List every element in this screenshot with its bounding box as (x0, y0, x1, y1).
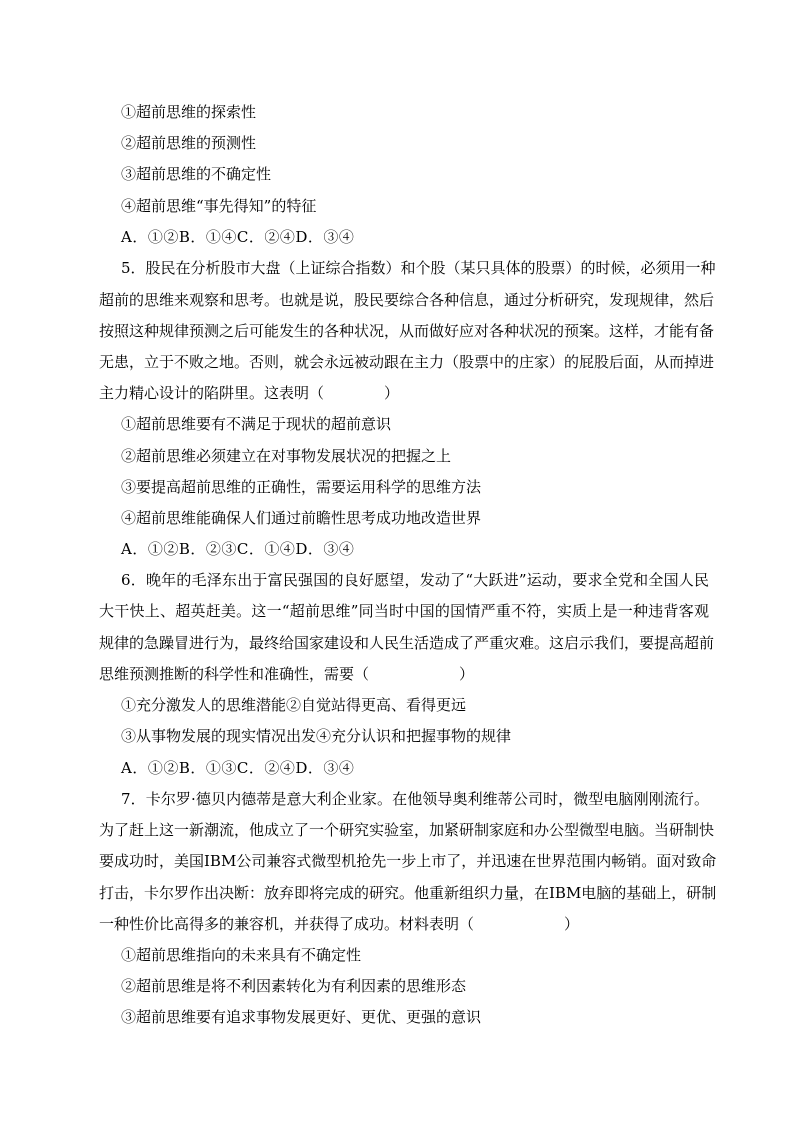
q7-text-line-1: 7．卡尔罗·德贝内德蒂是意大利企业家。在他领导奥利维蒂公司时，微型电脑刚刚流行。 (121, 790, 709, 808)
q4-option-3: ③超前思维的不确定性 (121, 165, 272, 183)
q6-options-1-2: ①充分激发人的思维潜能②自觉站得更高、看得更远 (121, 696, 467, 714)
q4-option-4: ④超前思维“事先得知”的特征 (121, 197, 317, 215)
q4-answer-choices: A．①②B．①④C．②④D．③④ (121, 228, 355, 246)
q7-text-line-4: 打击，卡尔罗作出决断：放弃即将完成的研究。他重新组织力量，在IBM电脑的基础上，研制 (99, 884, 717, 902)
q7-text-line-2: 为了赶上这一新潮流，他成立了一个研究实验室，加紧研制家庭和办公型微型电脑。当研制快 (99, 821, 715, 839)
q5-text-line-4: 无患，立于不败之地。否则，就会永远被动跟在主力（股票中的庄家）的屁股后面，从而掉进 (99, 353, 715, 371)
q5-answer-choices: A．①②B．②③C．①④D．③④ (121, 540, 355, 558)
q6-text-line-3: 规律的急躁冒进行为，最终给国家建设和人民生活造成了严重灾难。这启示我们，要提高超前 (99, 634, 715, 652)
q7-text-line-5: 一种性价比高得多的兼容机，并获得了成功。材料表明（ ） (99, 915, 580, 933)
q7-option-2: ②超前思维是将不利因素转化为有利因素的思维形态 (121, 977, 467, 995)
q4-option-2: ②超前思维的预测性 (121, 134, 257, 152)
q5-text-line-5: 主力精心设计的陷阱里。这表明（ ） (99, 384, 400, 402)
q5-option-1: ①超前思维要有不满足于现状的超前意识 (121, 415, 392, 433)
q5-option-2: ②超前思维必须建立在对事物发展状况的把握之上 (121, 447, 452, 465)
q6-text-line-2: 大干快上、超英赶美。这一“超前思维”同当时中国的国情严重不符，实质上是一种违背客观 (99, 602, 709, 620)
q6-text-line-4: 思维预测推断的科学性和准确性，需要（ ） (99, 665, 475, 683)
q5-text-line-3: 按照这种规律预测之后可能发生的各种状况，从而做好应对各种状况的预案。这样，才能有备 (99, 322, 715, 340)
q7-text-line-3: 要成功时，美国IBM公司兼容式微型机抢先一步上市了，并迅速在世界范围内畅销。面对致命 (99, 852, 717, 870)
q4-option-1: ①超前思维的探索性 (121, 103, 257, 121)
q5-option-3: ③要提高超前思维的正确性，需要运用科学的思维方法 (121, 478, 482, 496)
q5-option-4: ④超前思维能确保人们通过前瞻性思考成功地改造世界 (121, 509, 482, 527)
q7-option-1: ①超前思维指向的未来具有不确定性 (121, 946, 362, 964)
q5-text-line-2: 超前的思维来观察和思考。也就是说，股民要综合各种信息，通过分析研究，发现规律，然后 (99, 291, 715, 309)
q6-answer-choices: A．①②B．①③C．②④D．③④ (121, 759, 355, 777)
q6-options-3-4: ③从事物发展的现实情况出发④充分认识和把握事物的规律 (121, 727, 512, 745)
q7-option-3: ③超前思维要有追求事物发展更好、更优、更强的意识 (121, 1008, 482, 1026)
q5-text-line-1: 5．股民在分析股市大盘（上证综合指数）和个股（某只具体的股票）的时候，必须用一种 (121, 259, 716, 277)
q6-text-line-1: 6．晚年的毛泽东出于富民强国的良好愿望，发动了“大跃进”运动，要求全党和全国人民 (121, 571, 709, 589)
